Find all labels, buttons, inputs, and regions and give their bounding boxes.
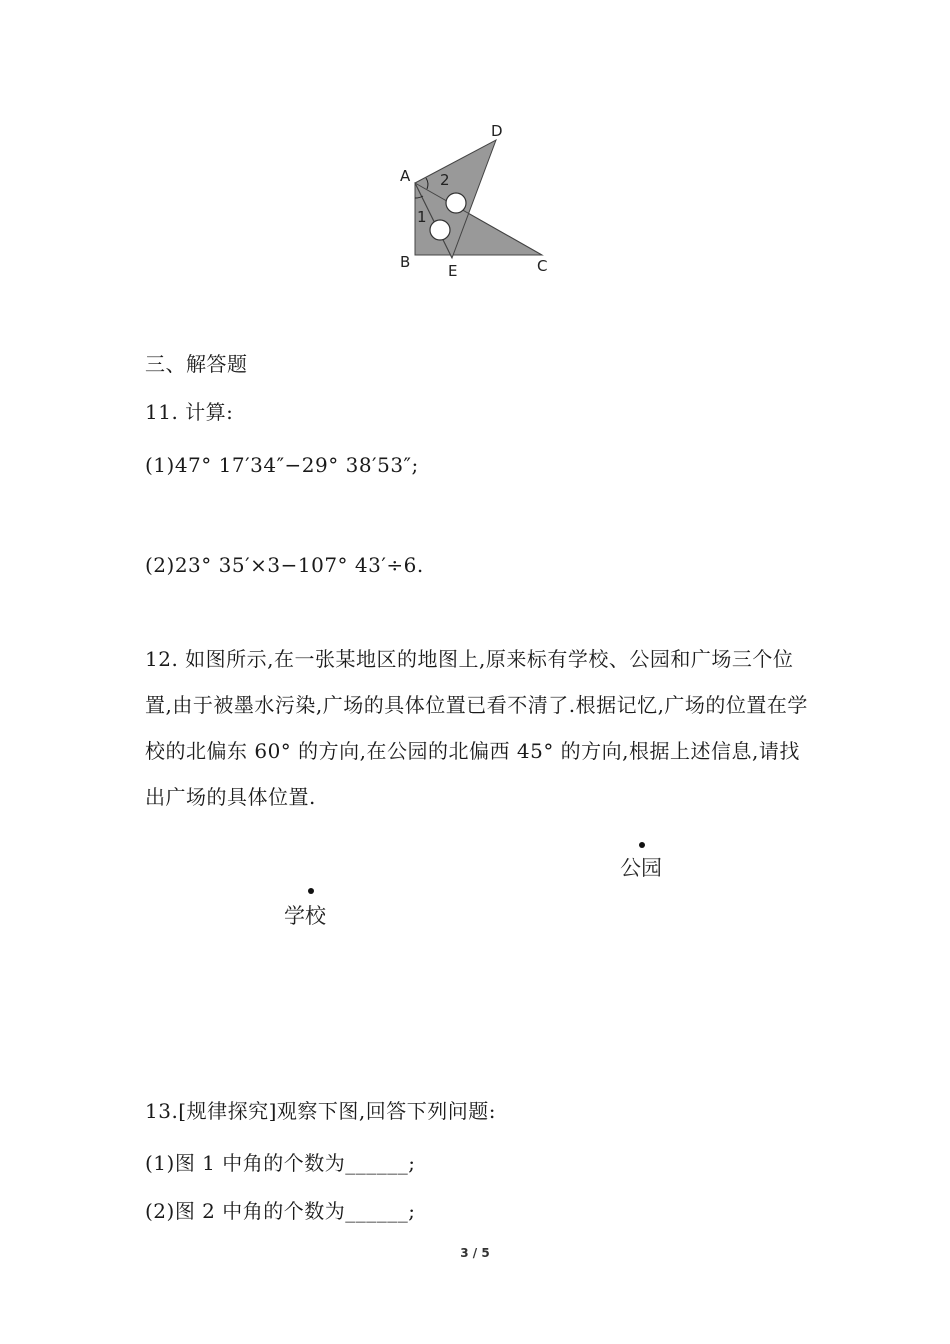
q13-part2: (2)图 2 中角的个数为______; [145,1199,416,1223]
school-point [308,888,314,894]
park-label: 公园 [620,856,662,880]
q11-part2: (2)23° 35′×3−107° 43′÷6. [145,553,424,577]
label-b: B [400,253,411,271]
label-e: E [448,262,458,280]
section-heading: 三、解答题 [145,352,248,376]
school-label: 学校 [284,904,326,928]
triangle-figure [390,118,570,288]
label-angle-1: 1 [417,208,427,226]
label-d: D [491,122,503,140]
park-point [639,842,645,848]
q13-part1: (1)图 1 中角的个数为______; [145,1151,416,1175]
page-number: 3 / 5 [460,1246,490,1260]
q12-text: 12. 如图所示,在一张某地区的地图上,原来标有学校、公园和广场三个位置,由于被墨水污染,广场的具体位置已看不清了.根据记忆,广场的位置在学校的北偏东 60° 的方向,在公园的北偏西 45° 的方向,根据上述信息,请找出广场的具体位置. [145,647,808,809]
q11-title: 11. 计算: [145,400,234,424]
label-angle-2: 2 [440,171,450,189]
hole-upper [446,193,466,213]
q13-title: 13.[规律探究]观察下图,回答下列问题: [145,1099,497,1123]
label-c: C [537,257,548,275]
hole-lower [430,220,450,240]
q11-part1: (1)47° 17′34″−29° 38′53″; [145,453,419,477]
label-a: A [400,167,411,185]
